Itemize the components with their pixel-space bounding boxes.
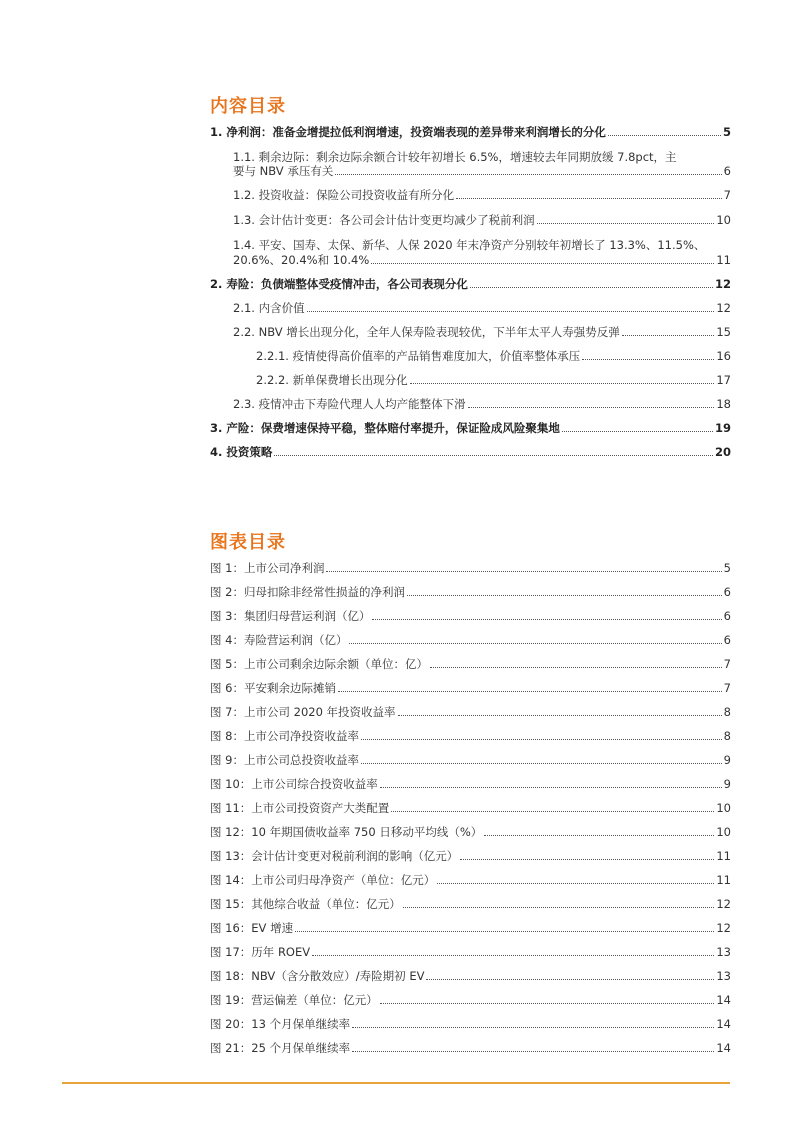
toc-entry-text: 要与 NBV 承压有关 — [233, 164, 334, 178]
leader-dots — [407, 595, 722, 596]
toc-entry-page: 7 — [723, 188, 731, 202]
toc-entry-page: 12 — [714, 277, 731, 291]
leader-dots — [349, 643, 721, 644]
toc-entry-2-2-1[interactable] — [256, 348, 731, 364]
toc-entry-1-4-line1[interactable]: 1.4. 平安、国寿、太保、新华、人保 2020 年末净资产分别较年初增长了 13.3%、11.5%、 — [233, 238, 706, 252]
toc-entry-page: 19 — [714, 421, 731, 435]
figure-entry-page: 10 — [716, 801, 731, 815]
figure-entry-text: 图 8：上市公司净投资收益率 — [210, 729, 359, 743]
figure-entry-page: 6 — [723, 585, 731, 599]
toc-entry-text: 20.6%、20.4%和 10.4% — [233, 253, 370, 267]
figure-entry-page: 6 — [723, 609, 731, 623]
figure-entry-text: 图 3：集团归母营运利润（亿） — [210, 609, 371, 623]
toc-entry-page: 15 — [716, 325, 731, 339]
leader-dots — [537, 223, 715, 224]
figure-entry-page: 8 — [723, 705, 731, 719]
figure-entry-text: 图 4：寿险营运利润（亿） — [210, 633, 348, 647]
figure-entry[interactable] — [210, 680, 731, 696]
figure-entry[interactable] — [210, 800, 731, 816]
figure-entry-text: 图 13：会计估计变更对税前利润的影响（亿元） — [210, 849, 459, 863]
leader-dots — [371, 263, 714, 264]
figure-entry-text: 图 19：营运偏差（单位：亿元） — [210, 993, 378, 1007]
leader-dots — [468, 407, 715, 408]
leader-dots — [426, 979, 714, 980]
leader-dots — [403, 907, 715, 908]
footer-divider — [62, 1082, 730, 1084]
figure-entry[interactable] — [210, 1016, 731, 1032]
leader-dots — [352, 1027, 714, 1028]
figure-entry[interactable] — [210, 848, 731, 864]
toc-entry-text: 2. 寿险：负债端整体受疫情冲击，各公司表现分化 — [210, 277, 468, 291]
figure-entry[interactable] — [210, 1040, 731, 1056]
toc-entry-text: 1.2. 投资收益：保险公司投资收益有所分化 — [233, 188, 455, 202]
figure-entry[interactable] — [210, 632, 731, 648]
toc-entry-2-2[interactable] — [233, 324, 731, 340]
figure-entry-page: 13 — [716, 969, 731, 983]
leader-dots — [484, 835, 714, 836]
leader-dots — [361, 739, 722, 740]
toc-entry-text: 2.1. 内含价值 — [233, 301, 305, 315]
figure-entry-page: 12 — [716, 921, 731, 935]
leader-dots — [460, 859, 714, 860]
figure-entry-text: 图 20：13 个月保单继续率 — [210, 1017, 351, 1031]
figure-entry-text: 图 2：归母扣除非经常性损益的净利润 — [210, 585, 405, 599]
figure-entry[interactable] — [210, 824, 731, 840]
figure-entry-page: 13 — [716, 945, 731, 959]
leader-dots — [398, 715, 722, 716]
figure-entry-page: 14 — [716, 1041, 731, 1055]
toc-entry-page: 17 — [716, 373, 731, 387]
figure-entry-text: 图 15：其他综合收益（单位：亿元） — [210, 897, 401, 911]
figure-entry-text: 图 9：上市公司总投资收益率 — [210, 753, 359, 767]
figure-entry-text: 图 21：25 个月保单继续率 — [210, 1041, 351, 1055]
leader-dots — [338, 691, 722, 692]
figure-entry[interactable] — [210, 752, 731, 768]
toc-entry-2-3[interactable] — [233, 396, 731, 412]
figure-entry-text: 图 17：历年 ROEV — [210, 945, 311, 959]
toc-entry-page: 10 — [716, 213, 731, 227]
toc-entry-4[interactable] — [210, 444, 731, 460]
leader-dots — [582, 359, 714, 360]
leader-dots — [391, 811, 714, 812]
leader-dots — [562, 431, 713, 432]
leader-dots — [410, 383, 715, 384]
toc-entry-2[interactable] — [210, 276, 731, 292]
toc-entry-1-3[interactable] — [233, 212, 731, 228]
figure-entry-text: 图 6：平安剩余边际摊销 — [210, 681, 336, 695]
toc-entry-2-1[interactable] — [233, 300, 731, 316]
figure-entry-text: 图 10：上市公司综合投资收益率 — [210, 777, 378, 791]
figure-entry[interactable] — [210, 944, 731, 960]
figure-entry-page: 5 — [723, 561, 731, 575]
figure-entry[interactable] — [210, 896, 731, 912]
leader-dots — [335, 174, 721, 175]
leader-dots — [456, 198, 722, 199]
figure-entry-page: 11 — [716, 873, 731, 887]
toc-entry-page: 20 — [714, 445, 731, 459]
figure-entry-page: 7 — [723, 681, 731, 695]
figure-entry[interactable] — [210, 776, 731, 792]
figure-entry[interactable] — [210, 992, 731, 1008]
figure-entry[interactable] — [210, 656, 731, 672]
figure-entry-text: 图 1：上市公司净利润 — [210, 561, 325, 575]
figure-entry-text: 图 7：上市公司 2020 年投资收益率 — [210, 705, 396, 719]
figure-entry-page: 12 — [716, 897, 731, 911]
figure-entry[interactable] — [210, 920, 731, 936]
toc-heading: 内容目录 — [210, 96, 286, 117]
figure-entry[interactable] — [210, 608, 731, 624]
leader-dots — [361, 763, 722, 764]
leader-dots — [380, 787, 722, 788]
figure-entry-text: 图 5：上市公司剩余边际余额（单位：亿） — [210, 657, 428, 671]
figure-entry-text: 图 16：EV 增速 — [210, 921, 294, 935]
figure-entry[interactable] — [210, 872, 731, 888]
leader-dots — [470, 287, 713, 288]
toc-entry-3[interactable] — [210, 420, 731, 436]
leader-dots — [430, 667, 722, 668]
toc-entry-1[interactable] — [210, 124, 731, 140]
leader-dots — [312, 955, 714, 956]
figure-entry-page: 6 — [723, 633, 731, 647]
toc-entry-page: 12 — [716, 301, 731, 315]
figure-entry-page: 7 — [723, 657, 731, 671]
toc-entry-text: 1. 净利润：准备金增提拉低利润增速，投资端表现的差异带来利润增长的分化 — [210, 125, 606, 139]
figure-entry-page: 8 — [723, 729, 731, 743]
toc-entry-text: 2.2. NBV 增长出现分化，全年人保寿险表现较优，下半年太平人寿强势反弹 — [233, 325, 620, 339]
toc-entry-1-4[interactable] — [233, 252, 731, 268]
figure-entry-text: 图 12：10 年期国债收益率 750 日移动平均线（%） — [210, 825, 483, 839]
leader-dots — [437, 883, 714, 884]
leader-dots — [372, 619, 721, 620]
toc-entry-page: 18 — [716, 397, 731, 411]
toc-entry-text: 2.2.2. 新单保费增长出现分化 — [256, 373, 408, 387]
figure-entry-text: 图 11：上市公司投资资产大类配置 — [210, 801, 390, 815]
figure-entry-text: 图 14：上市公司归母净资产（单位：亿元） — [210, 873, 436, 887]
leader-dots — [608, 135, 721, 136]
figure-entry[interactable] — [210, 968, 731, 984]
leader-dots — [380, 1003, 715, 1004]
toc-entry-text: 2.3. 疫情冲击下寿险代理人人均产能整体下滑 — [233, 397, 466, 411]
figure-entry[interactable] — [210, 728, 731, 744]
figure-entry[interactable] — [210, 560, 731, 576]
toc-entry-text: 4. 投资策略 — [210, 445, 273, 459]
toc-entry-page: 5 — [722, 125, 731, 139]
leader-dots — [274, 455, 713, 456]
figure-entry-text: 图 18：NBV（含分散效应）/寿险期初 EV — [210, 969, 425, 983]
toc-entry-text: 3. 产险：保费增速保持平稳，整体赔付率提升，保证险成风险聚集地 — [210, 421, 560, 435]
toc-entry-page: 16 — [716, 349, 731, 363]
toc-entry-1-1-line1[interactable]: 1.1. 剩余边际：剩余边际余额合计较年初增长 6.5%，增速较去年同期放缓 7.8pct，主 — [233, 150, 677, 164]
leader-dots — [307, 311, 715, 312]
toc-entry-text: 1.3. 会计估计变更：各公司会计估计变更均减少了税前利润 — [233, 213, 535, 227]
leader-dots — [295, 931, 714, 932]
toc-entry-text: 2.2.1. 疫情使得高价值率的产品销售难度加大，价值率整体承压 — [256, 349, 581, 363]
toc-entry-1-2[interactable] — [233, 187, 731, 203]
toc-entry-page: 6 — [723, 164, 731, 178]
figure-entry-page: 11 — [716, 849, 731, 863]
leader-dots — [326, 571, 721, 572]
figure-entry-page: 14 — [716, 993, 731, 1007]
figure-entry-page: 9 — [723, 753, 731, 767]
toc-entry-2-2-2[interactable] — [256, 372, 731, 388]
figures-heading: 图表目录 — [210, 532, 286, 553]
figure-entry-page: 14 — [716, 1017, 731, 1031]
figure-entry-page: 9 — [723, 777, 731, 791]
leader-dots — [622, 335, 715, 336]
figure-entry[interactable] — [210, 704, 731, 720]
toc-entry-1-1[interactable] — [233, 163, 731, 179]
figure-entry[interactable] — [210, 584, 731, 600]
figure-entry-page: 10 — [716, 825, 731, 839]
toc-entry-page: 11 — [716, 253, 731, 267]
leader-dots — [352, 1051, 714, 1052]
